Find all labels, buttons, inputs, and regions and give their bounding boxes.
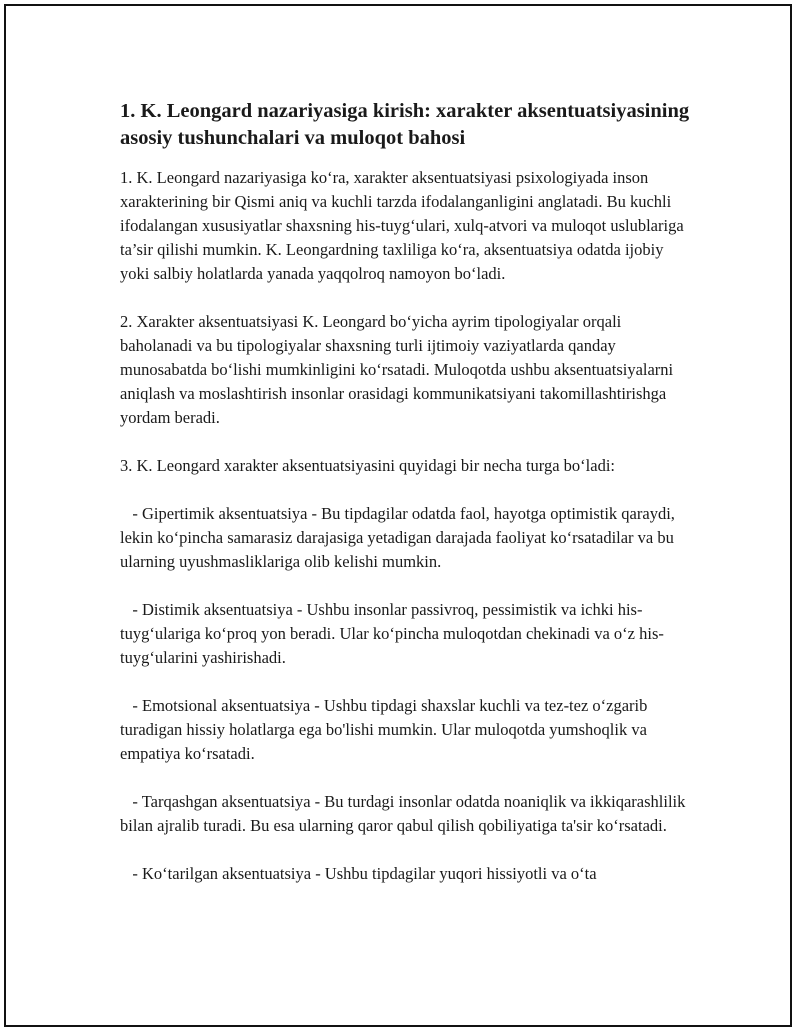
document-title: 1. K. Leongard nazariyasiga kirish: xarakter aksentuatsiyasining asosiy tushunchalari va muloqot bahosi xyxy=(120,100,690,149)
list-item-emotsional: - Emotsional aksentuatsiya - Ushbu tipdagi shaxslar kuchli va tez-tez o‘zgarib turadigan hissiy holatlarga ega bo'lishi mumkin. Ular muloqotda yumshoqlik va empatiya ko‘rsatadi. xyxy=(120,696,652,763)
document-page xyxy=(4,4,792,1027)
document-body xyxy=(120,98,692,910)
list-item-kotarilgan: - Ko‘tarilgan aksentuatsiya - Ushbu tipdagilar yuqori hissiyotli va o‘ta xyxy=(120,864,597,883)
paragraph-2: 2. Xarakter aksentuatsiyasi K. Leongard bo‘yicha ayrim tipologiyalar orqali baholanadi va bu tipologiyalar shaxsning turli ijtimoiy vaziyatlarda qanday munosabatda bo‘lishi mumkinligini ko‘rsatadi. Muloqotda ushbu aksentuatsiyalarni aniqlash va moslashtirish insonlar orasidagi kommunikatsiyani takomillashtirishga yordam beradi. xyxy=(120,312,678,427)
list-item-distimik: - Distimik aksentuatsiya - Ushbu insonlar passivroq, pessimistik va ichki his-tuyg‘ulariga ko‘proq yon beradi. Ular ko‘pincha muloqotdan chekinadi va o‘z his-tuyg‘ularini yashirishadi. xyxy=(120,600,664,667)
list-item-gipertimik: - Gipertimik aksentuatsiya - Bu tipdagilar odatda faol, hayotga optimistik qaraydi, lekin ko‘pincha samarasiz darajasiga yetadigan darajada faoliyat ko‘rsatadilar va bu ularning uyushmasliklariga olib kelishi mumkin. xyxy=(120,504,680,571)
list-item-tarqashgan: - Tarqashgan aksentuatsiya - Bu turdagi insonlar odatda noaniqlik va ikkiqarashlilik bilan ajralib turadi. Bu esa ularning qaror qabul qilish qobiliyatiga ta'sir ko‘rsatadi. xyxy=(120,792,690,835)
paragraph-1: 1. K. Leongard nazariyasiga ko‘ra, xarakter aksentuatsiyasi psixologiyada inson xarakterining bir Qismi aniq va kuchli tarzda ifodalanganligini anglatadi. Bu kuchli ifodalangan xususiyatlar shaxsning his-tuyg‘ulari, xulq-atvori va muloqot uslublariga ta’sir qilishi mumkin. K. Leongardning taxliliga ko‘ra, aksentuatsiya odatda ijobiy yoki salbiy holatlarda yanada yaqqolroq namoyon bo‘ladi. xyxy=(120,168,688,283)
paragraph-3: 3. K. Leongard xarakter aksentuatsiyasini quyidagi bir necha turga bo‘ladi: xyxy=(120,456,615,475)
